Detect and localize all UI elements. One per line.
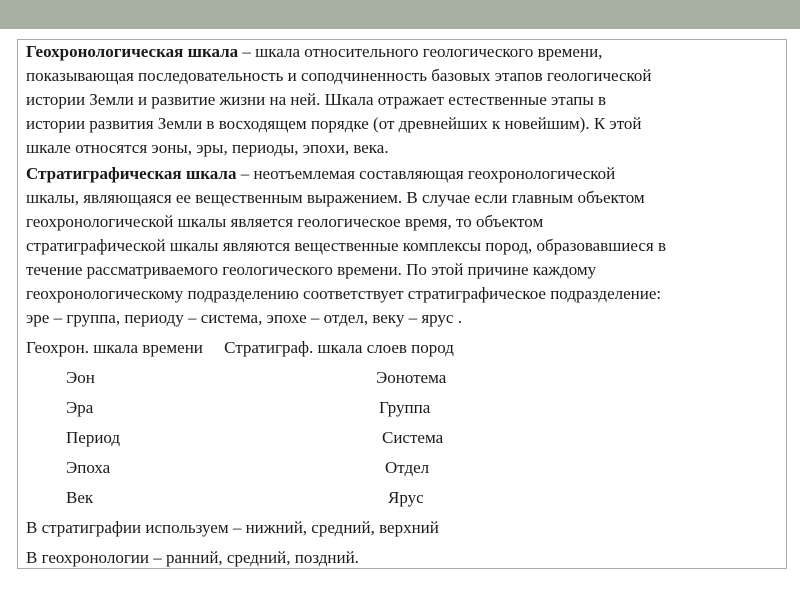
stratigraphic-scale-term: Стратиграфическая шкала [26, 164, 237, 183]
geochron-unit: Период [66, 428, 121, 447]
strat-unit: Эонотема [376, 368, 447, 387]
top-accent-bar [0, 0, 800, 29]
comparison-header: Геохрон. шкала времени Стратиграф. шкала слоев пород [26, 338, 454, 357]
strat-unit: Отдел [385, 458, 430, 477]
paragraph2-line-7: эре – группа, периоду – система, эпохе – отдел, веку – ярус . [26, 308, 462, 327]
paragraph2-line-5: течение рассматриваемого геологического времени. По этой причине каждому [26, 260, 597, 279]
strat-unit: Группа [379, 398, 431, 417]
paragraph1-line-3: истории Земли и развитие жизни на ней. Шкала отражает естественные этапы в [26, 90, 607, 109]
paragraph2-line-3: геохронологической шкалы является геологическое время, то объектом [26, 212, 544, 231]
strat-unit: Система [382, 428, 444, 447]
comparison-row [26, 486, 786, 510]
paragraph1-line-1: – шкала относительного геологического времени, [238, 42, 603, 61]
geochron-unit: Век [66, 488, 94, 507]
comparison-row [26, 396, 786, 420]
paragraph1-line-5: шкале относятся эоны, эры, периоды, эпохи, века. [26, 138, 389, 157]
paragraph1-line-2: показывающая последовательность и соподчиненность базовых этапов геологической [26, 66, 652, 85]
stratigraphic-scale-paragraph [26, 162, 786, 330]
geochron-unit: Эра [66, 398, 94, 417]
comparison-row [26, 426, 786, 450]
geochronology-terms-line: В геохронологии – ранний, средний, поздний. [26, 548, 359, 567]
paragraph2-line-4: стратиграфической шкалы являются вещественные комплексы пород, образовавшиеся в [26, 236, 666, 255]
paragraph2-line-1: – неотъемлемая составляющая геохронологической [236, 164, 616, 183]
stratigraphy-terms-line: В стратиграфии используем – нижний, средний, верхний [26, 518, 439, 537]
strat-unit: Ярус [388, 488, 424, 507]
geochron-unit: Эпоха [66, 458, 111, 477]
comparison-row [26, 456, 786, 480]
paragraph2-line-6: геохронологическому подразделению соответствует стратиграфическое подразделение: [26, 284, 662, 303]
slide-content [26, 40, 786, 570]
paragraph1-line-4: истории развития Земли в восходящем порядке (от древнейших к новейшим). К этой [26, 114, 642, 133]
geochronological-scale-term: Геохронологическая шкала [26, 42, 239, 61]
comparison-row [26, 366, 786, 390]
paragraph2-line-2: шкалы, являющаяся ее вещественным выражением. В случае если главным объектом [26, 188, 645, 207]
geochron-unit: Эон [66, 368, 95, 387]
geochronological-scale-paragraph [26, 40, 786, 160]
